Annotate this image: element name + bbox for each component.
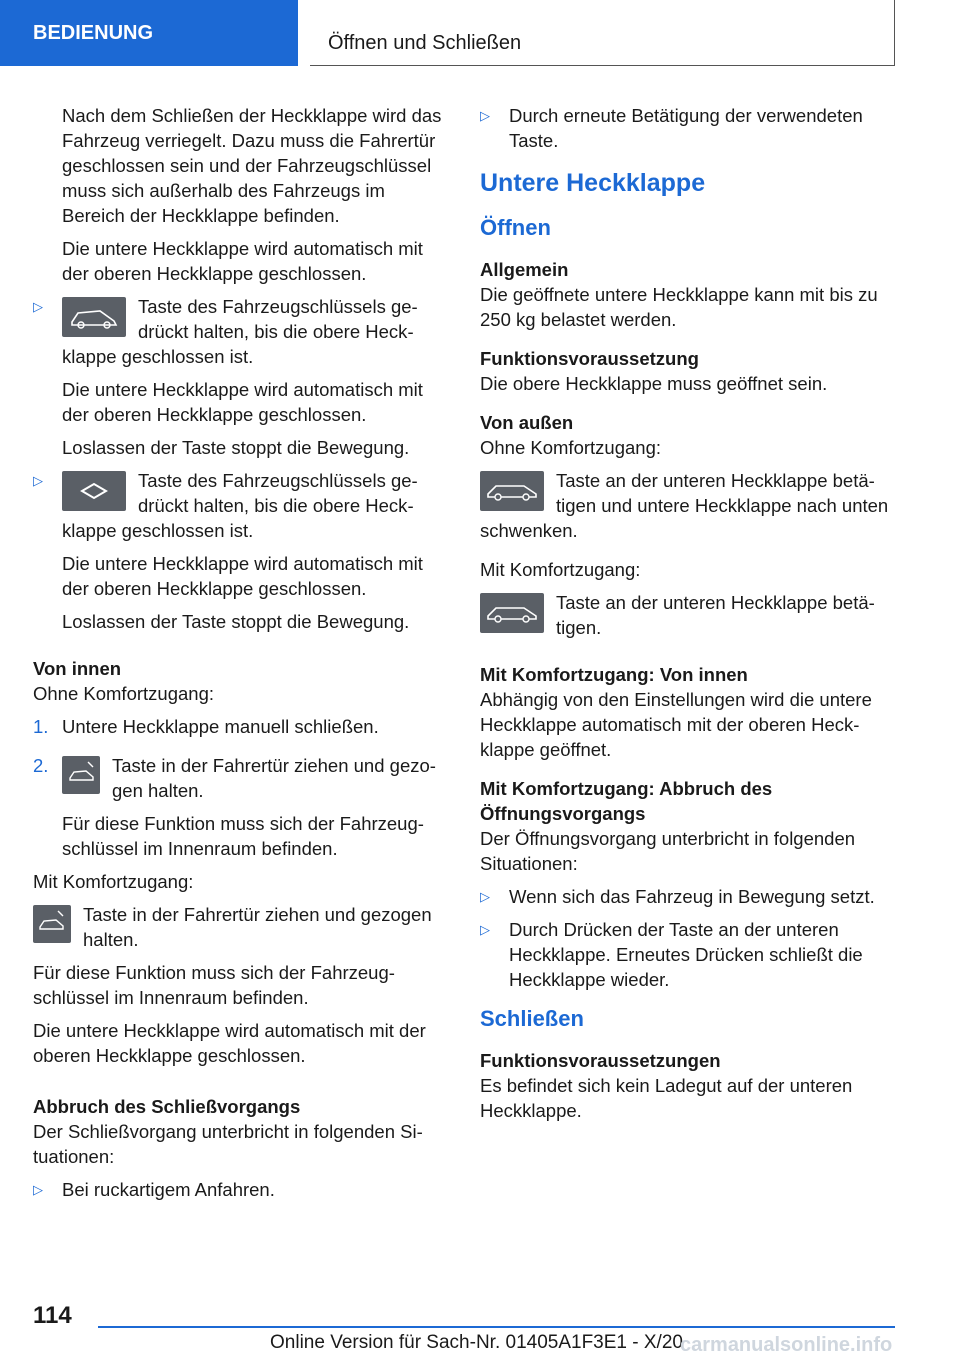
page-header [0, 0, 960, 66]
subheading: Mit Komfortzugang: Von innen [480, 664, 748, 685]
list-item [480, 884, 894, 909]
subheading: Funktionsvoraussetzungen [480, 1050, 721, 1071]
list-item-text: Taste in der Fahrertür ziehen und gezogen halten. [112, 755, 436, 801]
paragraph: Für diese Funktion muss sich der Fahrzeugschlüssel im Innenraum befinden. [62, 813, 424, 859]
key-description: Taste in der Fahrertür ziehen und gezogen halten. [83, 904, 432, 950]
car-lower-tailgate-key-icon [480, 593, 544, 633]
paragraph: Die untere Heckklappe wird automatisch mit der oberen Heckklappe geschlossen. [62, 553, 423, 599]
subheading: Von innen [33, 658, 122, 679]
door-tailgate-button-icon [62, 756, 100, 794]
list-item-text: Taste des Fahrzeugschlüssels gedrückt halten, bis die obere Heckklappe geschlossen ist. [62, 296, 418, 367]
list-item-text: Durch Drücken der Taste an der unteren Heckklappe. Erneutes Drücken schließt die Heckklappe wieder. [509, 919, 863, 990]
bullet-icon: ▷ [33, 473, 43, 488]
key-description: Taste an der unteren Heckklappe betätigen. [556, 592, 875, 638]
watermark: carmanualsonline.info [680, 1334, 893, 1356]
footer-rule [98, 1326, 895, 1328]
key-row [480, 590, 894, 640]
subheading: Allgemein [480, 259, 569, 280]
paragraph: Die untere Heckklappe wird automatisch mit der oberen Heckklappe geschlossen. [62, 238, 423, 284]
bullet-icon: ▷ [480, 922, 490, 937]
paragraph: Für diese Funktion muss sich der Fahrzeugschlüssel im Innenraum befinden. [33, 962, 395, 1008]
list-item [33, 714, 445, 739]
paragraph: Ohne Komfortzugang: [480, 437, 661, 458]
key-row [480, 468, 894, 543]
door-tailgate-button-icon [33, 905, 71, 943]
bullet-icon: ▷ [480, 108, 490, 123]
paragraph: Ohne Komfortzugang: [33, 683, 214, 704]
list-item [33, 294, 445, 369]
bullet-icon: ▷ [480, 889, 490, 904]
paragraph: Die untere Heckklappe wird automatisch mit der oberen Heckklappe geschlossen. [62, 379, 423, 425]
section-heading: Öffnen [480, 215, 551, 240]
key-row [33, 902, 445, 952]
list-item-text: Bei ruckartigem Anfahren. [62, 1179, 275, 1200]
list-item [33, 1177, 445, 1202]
car-lower-tailgate-key-icon [480, 471, 544, 511]
subheading: Abbruch des Schließvorgangs [33, 1096, 301, 1117]
chapter-title: Öffnen und Schließen [328, 32, 522, 54]
list-item [33, 753, 445, 803]
paragraph: Der Schließvorgang unterbricht in folgenden Situationen: [33, 1121, 423, 1167]
paragraph: Die untere Heckklappe wird automatisch mit der oberen Heckklappe geschlossen. [33, 1020, 426, 1066]
paragraph: Loslassen der Taste stoppt die Bewegung. [62, 611, 410, 632]
paragraph: Mit Komfortzugang: [33, 871, 194, 892]
diamond-key-icon [62, 471, 126, 511]
paragraph: Es befindet sich kein Ladegut auf der unteren Heckklappe. [480, 1075, 853, 1121]
paragraph: Nach dem Schließen der Heckklappe wird das Fahrzeug verriegelt. Dazu muss die Fahrertür geschlossen sein und der Fahrzeugschlüssel muss sich außerhalb des Fahrzeugs im Bereich der Heckklappe befinden. [62, 105, 442, 226]
paragraph: Die obere Heckklappe muss geöffnet sein. [480, 373, 828, 394]
subheading: Mit Komfortzugang: Abbruch des Öffnungsvorgangs [480, 778, 773, 824]
car-tailgate-key-icon [62, 297, 126, 337]
paragraph: Abhängig von den Einstellungen wird die untere Heckklappe automatisch mit der oberen Heckklappe geöffnet. [480, 689, 872, 760]
subheading: Von außen [480, 412, 574, 433]
paragraph: Loslassen der Taste stoppt die Bewegung. [62, 437, 410, 458]
list-item-text: Taste des Fahrzeugschlüssels gedrückt halten, bis die obere Heckklappe geschlossen ist. [62, 470, 418, 541]
list-number: 1. [33, 716, 49, 737]
list-item [480, 917, 894, 992]
paragraph: Mit Komfortzugang: [480, 559, 641, 580]
section-heading: Schließen [480, 1006, 584, 1031]
key-description: Taste an der unteren Heckklappe betätigen und untere Heckklappe nach unten schwenken. [480, 470, 889, 541]
left-column [33, 103, 445, 1210]
list-item [33, 468, 445, 543]
list-item-text: Untere Heckklappe manuell schließen. [62, 716, 379, 737]
list-number: 2. [33, 755, 49, 776]
list-item [480, 103, 894, 153]
right-column [480, 103, 894, 1131]
paragraph: Der Öffnungsvorgang unterbricht in folgenden Situationen: [480, 828, 856, 874]
bullet-icon: ▷ [33, 299, 43, 314]
page-number: 114 [33, 1302, 72, 1329]
bullet-icon: ▷ [33, 1182, 43, 1197]
list-item-text: Durch erneute Betätigung der verwendeten Taste. [509, 105, 863, 151]
footer-text: Online Version für Sach-Nr. 01405A1F3E1 - X/20 [270, 1332, 683, 1353]
list-item-text: Wenn sich das Fahrzeug in Bewegung setzt. [509, 886, 875, 907]
subheading: Funktionsvoraussetzung [480, 348, 699, 369]
section-tab: BEDIENUNG [0, 0, 298, 66]
paragraph: Die geöffnete untere Heckklappe kann mit bis zu 250 kg belastet werden. [480, 284, 878, 330]
section-heading: Untere Heckklappe [480, 169, 706, 197]
